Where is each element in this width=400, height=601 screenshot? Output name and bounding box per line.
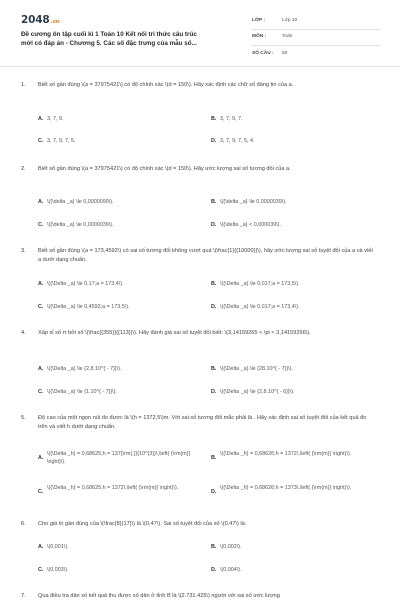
question-number: 1. — [21, 82, 26, 88]
question-number: 4. — [21, 330, 26, 336]
question-number: 2. — [21, 166, 26, 172]
site-logo[interactable]: 2048.vn — [21, 14, 60, 26]
document-header — [0, 0, 400, 64]
meta-row-count — [252, 46, 380, 62]
header-divider — [0, 66, 400, 67]
document-title — [21, 30, 236, 48]
meta-row-subject — [252, 30, 380, 46]
question-text: Qua điều tra dân số kết quả thu được số dân ở tỉnh B là \(2.731.425\) người với sai số ước lượng — [38, 593, 280, 599]
question-number: 3. — [21, 248, 26, 254]
meta-value: 50 — [282, 50, 288, 56]
meta-key: LỚP : — [252, 18, 266, 24]
title-line: Đề cương ôn tập cuối kì 1 Toán 10 Kết nối tri thức câu trúc — [21, 31, 197, 38]
meta-key: SỐ CÂU : — [252, 50, 274, 56]
question-number: 6. — [21, 521, 26, 527]
meta-row-class — [252, 14, 380, 30]
question-text: Cho giá trị gần đúng của \(\frac{8}{17}\) là \(0,47\). Sai số tuyệt đối của số \(0,47\) là: — [38, 521, 247, 527]
question-text: Xấp xỉ số π bởi số \(\frac{{355}}{{113}}\). Hãy đánh giá sai số tuyệt đối biết: \(3,14159265 < \pi < 3,14159266\). — [38, 330, 311, 336]
meta-table — [252, 14, 380, 62]
question-text: Độ cao của một ngọn núi đo được là \(h = 1372,5\)m. Với sai số tương đối mắc phải là . Hãy xác định sai số tuyệt đối của kết quả đo trên và viết h dưới dạng chuẩn. — [38, 415, 367, 430]
question-number: 7. — [21, 593, 26, 599]
meta-key: MÔN : — [252, 34, 267, 40]
question-text: Biết số gần đúng \(a = 173,4592\) có sai số tương đối không vượt quá \(\frac{1}{{10000}}\), hãy ước lượng sai số tuyệt đối của a và viết a dưới dạng chuẩn. — [38, 248, 373, 263]
title-line: mới có đáp án - Chương 5. Các số đặc trưng của mẫu số... — [21, 40, 197, 48]
question-number: 5. — [21, 415, 26, 421]
meta-value: Lớp 10 — [282, 18, 298, 24]
meta-value: Toán — [282, 34, 293, 40]
question-text: Biết số gần đúng \(a = 37975421\) có độ chính xác \(d = 150\). Hãy xác định các chữ số đáng tin của a. — [38, 82, 294, 88]
question-text: Biết số gần đúng \(a = 37975421\) có độ chính xác \(d = 150\). Hãy ước lượng sai số tương đối của a. — [38, 166, 291, 172]
